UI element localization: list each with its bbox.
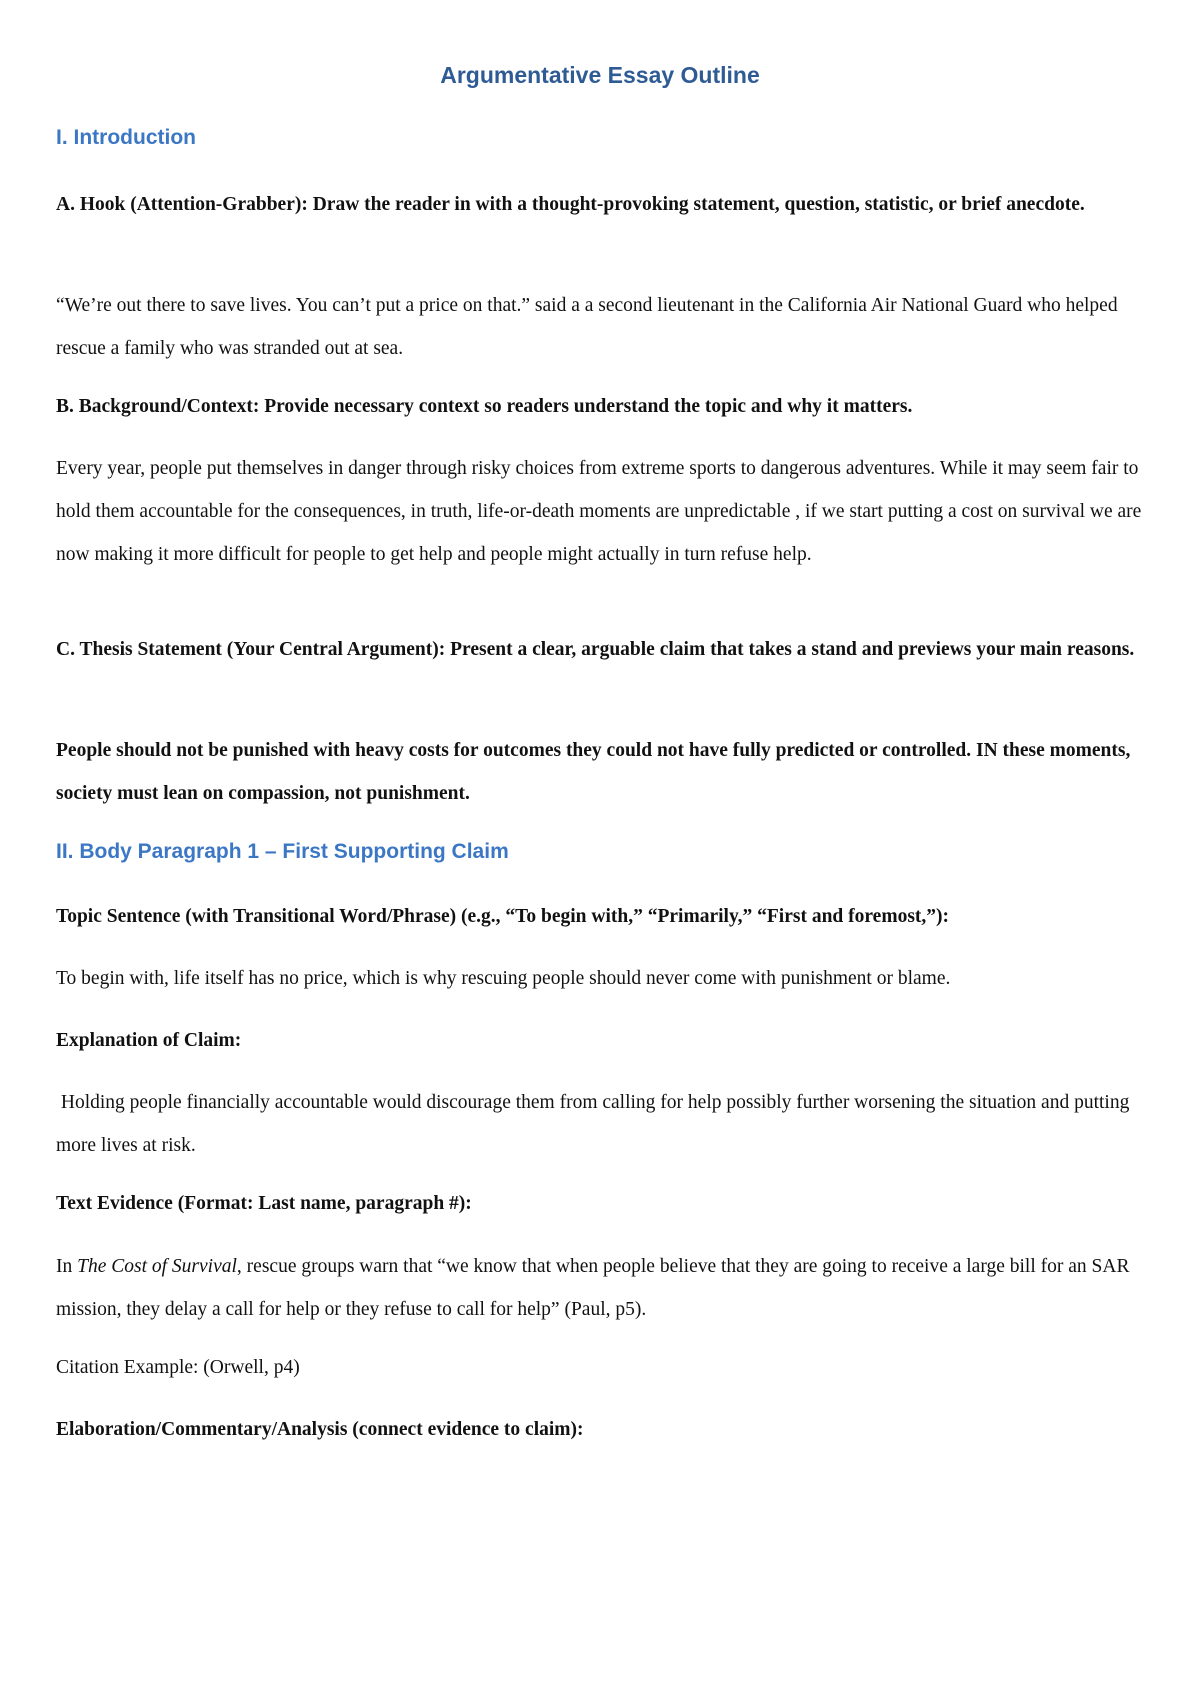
explanation-response: Holding people financially accountable would discourage them from calling for help possibly further worsening the situation and putting more lives at risk. — [56, 1092, 1135, 1156]
evidence-source-title: The Cost of Survival — [77, 1256, 237, 1277]
hook-response: “We’re out there to save lives. You can’t put a price on that.” said a a second lieutenant in the California Air National Guard who helped rescue a family who was stranded out at sea. — [56, 295, 1118, 359]
citation-example: Citation Example: (Orwell, p4) — [56, 1357, 300, 1378]
document-title: Argumentative Essay Outline — [440, 62, 760, 88]
hook-prompt: A. Hook (Attention-Grabber): Draw the reader in with a thought-provoking statement, question, statistic, or brief anecdote. — [56, 194, 1085, 215]
evidence-intro: In — [56, 1256, 78, 1277]
topic-sentence-response: To begin with, life itself has no price, which is why rescuing people should never come with punishment or blame. — [56, 968, 951, 989]
evidence-quote: , rescue groups warn that “we know that when people believe that they are going to receive a large bill for an SAR mission, they delay a call for help or they refuse to call for help” (Paul, p5). — [56, 1256, 1130, 1320]
background-prompt: B. Background/Context: Provide necessary context so readers understand the topic and why it matters. — [56, 396, 913, 417]
topic-sentence-prompt: Topic Sentence (with Transitional Word/Phrase) (e.g., “To begin with,” “Primarily,” “First and foremost,”): — [56, 906, 950, 927]
section-heading-body-paragraph-1: II. Body Paragraph 1 – First Supporting Claim — [56, 840, 509, 863]
elaboration-prompt: Elaboration/Commentary/Analysis (connect evidence to claim): — [56, 1419, 584, 1440]
thesis-response: People should not be punished with heavy costs for outcomes they could not have fully predicted or controlled. IN these moments, society must lean on compassion, not punishment. — [56, 740, 1131, 804]
evidence-prompt: Text Evidence (Format: Last name, paragraph #): — [56, 1193, 472, 1214]
background-response: Every year, people put themselves in danger through risky choices from extreme sports to dangerous adventures. While it may seem fair to hold them accountable for the consequences, in truth, life-or-death moments are unpredictable , if we start putting a cost on survival we are now making it more difficult for people to get help and people might actually in turn refuse help. — [56, 458, 1142, 565]
thesis-prompt: C. Thesis Statement (Your Central Argument): Present a clear, arguable claim that takes a stand and previews your main reasons. — [56, 639, 1135, 660]
section-heading-introduction: I. Introduction — [56, 126, 196, 149]
evidence-response — [56, 1245, 1156, 1331]
explanation-prompt: Explanation of Claim: — [56, 1030, 242, 1051]
